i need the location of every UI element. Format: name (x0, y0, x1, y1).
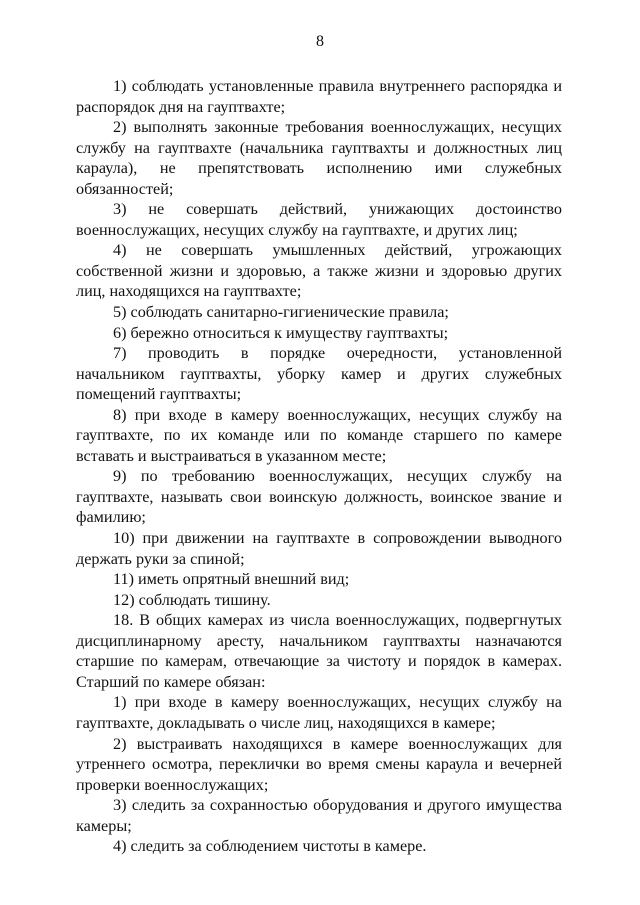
senior-duty-item-3: 3) следить за сохранностью оборудования и другого имущества камеры; (76, 796, 562, 835)
paragraph-item-5: 5) соблюдать санитарно-гигиенические правила; (113, 303, 449, 322)
page-number: 8 (316, 33, 324, 50)
document-body (76, 76, 562, 857)
paragraph-item-3: 3) не совершать действий, унижающих достоинство военнослужащих, несущих службу на гауптвахте, и других лиц; (76, 200, 562, 239)
paragraph-item-2: 2) выполнять законные требования военнослужащих, несущих службу на гауптвахте (начальника гауптвахты и должностных лиц караула), не препятствовать исполнению ими служебных обязанностей; (76, 118, 562, 198)
senior-duty-item-4: 4) следить за соблюдением чистоты в камере. (113, 837, 427, 856)
paragraph-item-10: 10) при движении на гауптвахте в сопровождении выводного держать руки за спиной; (76, 529, 562, 568)
paragraph-item-4: 4) не совершать умышленных действий, угрожающих собственной жизни и здоровью, а также жизни и здоровью других лиц, находящихся на гауптвахте; (76, 241, 562, 301)
paragraph-item-7: 7) проводить в порядке очередности, установленной начальником гауптвахты, уборку камер и других служебных помещений гауптвахты; (76, 344, 562, 404)
paragraph-item-12: 12) соблюдать тишину. (113, 590, 271, 609)
paragraph-item-1: 1) соблюдать установленные правила внутреннего распорядка и распорядок дня на гауптвахте; (76, 77, 562, 116)
senior-duty-item-2: 2) выстраивать находящихся в камере военнослужащих для утреннего осмотра, переклички во время смены караула и вечерней проверки военнослужащих; (76, 734, 562, 794)
paragraph-item-6: 6) бережно относиться к имуществу гауптвахты; (113, 323, 449, 342)
senior-duty-item-1: 1) при входе в камеру военнослужащих, несущих службу на гауптвахте, докладывать о числе лиц, находящихся в камере; (76, 693, 562, 732)
paragraph-item-11: 11) иметь опрятный внешний вид; (113, 570, 350, 589)
paragraph-item-9: 9) по требованию военнослужащих, несущих службу на гауптвахте, называть свои воинскую должность, воинское звание и фамилию; (76, 467, 562, 527)
section-18-paragraph: 18. В общих камерах из числа военнослужащих, подвергнутых дисциплинарному аресту, начальником гауптвахты назначаются старшие по камерам, отвечающие за чистоту и порядок в камерах. Старший по камере обязан: (76, 611, 562, 691)
paragraph-item-8: 8) при входе в камеру военнослужащих, несущих службу на гауптвахте, по их команде или по команде старшего по камере вставать и выстраиваться в указанном месте; (76, 405, 562, 465)
